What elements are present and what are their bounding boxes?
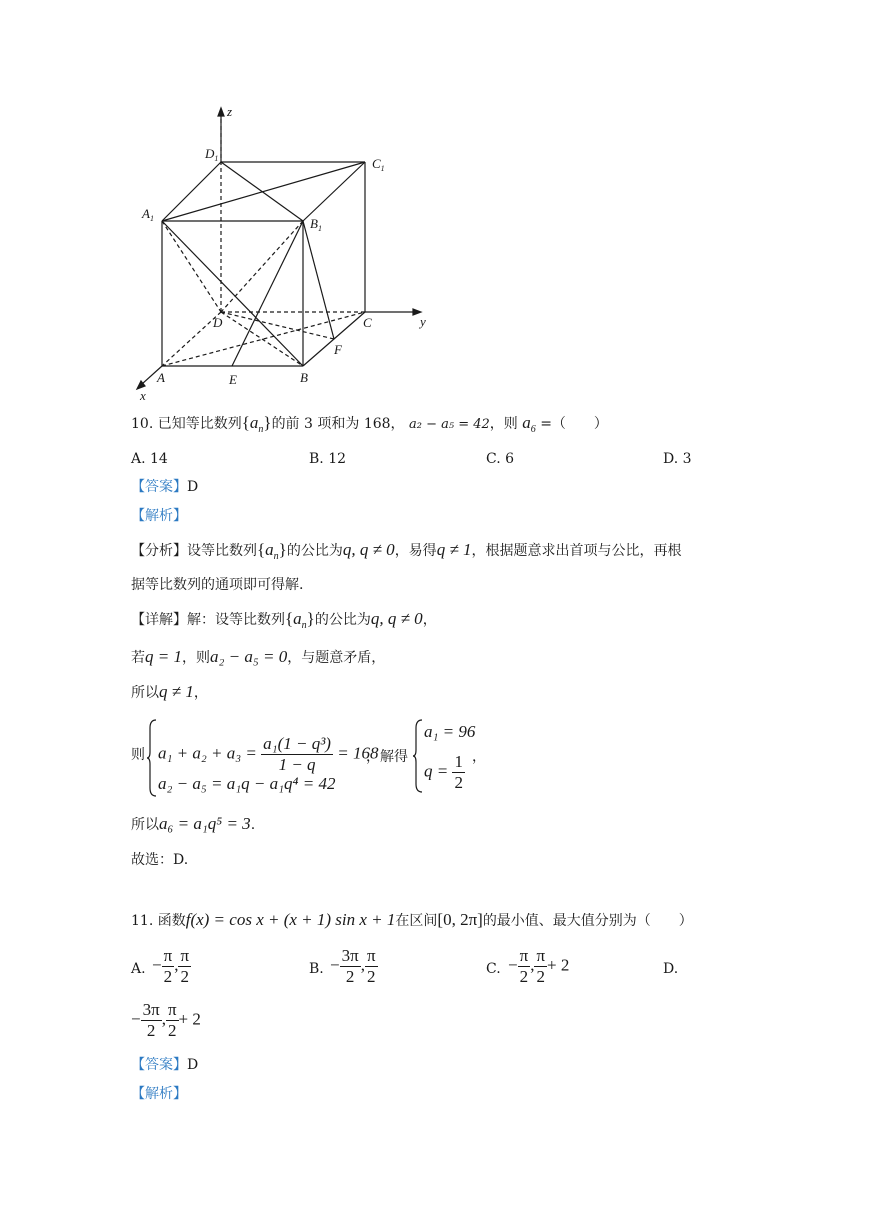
opt-c-n1: π xyxy=(519,946,529,965)
diag-d1b1 xyxy=(221,162,303,221)
detail-1c: ， xyxy=(422,612,437,628)
detail-1a: 解：设等比数列 xyxy=(187,612,285,628)
opt-c-tail: + 2 xyxy=(547,955,570,975)
cube-figure xyxy=(120,100,440,405)
answer-tag-11: 【答案】 xyxy=(131,1057,187,1073)
line-b1f xyxy=(303,221,334,339)
fenxi-tag: 【分析】 xyxy=(131,543,187,559)
q10-detail-line1 xyxy=(131,610,437,635)
fenxi-1d: ，根据题意求出首项与公比，再根 xyxy=(471,543,682,559)
fenxi-1b: 的公比为 xyxy=(286,543,343,559)
q11-opt-a xyxy=(152,946,191,987)
answer-value: D xyxy=(187,479,199,495)
q10-answer xyxy=(131,478,198,496)
q10-option-a: A. 14 xyxy=(131,451,168,467)
opt-d-tail: + 2 xyxy=(178,1009,201,1029)
detail-tag: 【详解】 xyxy=(131,612,187,628)
opt-c-sep: , xyxy=(530,955,535,975)
opt-a-n1: π xyxy=(163,946,173,965)
q10-analysis-tag: 【解析】 xyxy=(131,508,187,524)
opt-a-frac1 xyxy=(162,946,175,987)
if-c: ，与题意矛盾， xyxy=(287,650,386,666)
if-a: 若 xyxy=(131,650,145,666)
q10-so-line xyxy=(131,683,208,702)
q11-opt-b-label: B. xyxy=(309,961,324,977)
opt-b-neg: − xyxy=(330,955,340,975)
opt-a-d2: 2 xyxy=(180,967,189,986)
line-b1d-hidden xyxy=(221,221,303,312)
label-a1: $A_1$ xyxy=(142,206,154,223)
detail-seq-sub: n xyxy=(301,620,307,631)
q10-seq: $\{a_n\}$ xyxy=(241,413,272,435)
q10-choose: 故选：D. xyxy=(131,852,189,868)
q10-text2: 的前 3 项和为 168， xyxy=(271,416,405,432)
sol-q-den: 2 xyxy=(454,773,463,792)
q11-analysis-tag: 【解析】 xyxy=(131,1086,187,1102)
q11-text1: 函数 xyxy=(157,913,186,929)
q10-seq-sub: n xyxy=(258,424,264,435)
label-b1: $B_1$ xyxy=(310,216,322,233)
opt-c-frac2 xyxy=(534,946,547,987)
label-c: C xyxy=(363,315,372,330)
if-b: ，则 xyxy=(181,650,210,666)
sys1-right: = 168 xyxy=(337,743,379,763)
detail-q: q, q ≠ 0 xyxy=(370,609,423,628)
opt-a-frac2 xyxy=(178,946,191,987)
detail-1b: 的公比为 xyxy=(314,612,371,628)
fenxi-seq-a: a xyxy=(265,540,274,559)
line-a1d-hidden xyxy=(162,221,221,312)
q11-stem xyxy=(131,911,693,930)
opt-b-d2: 2 xyxy=(366,967,376,986)
sys-eq2: a₂ − a₅ = a₁q − a₁q⁴ = 42 xyxy=(158,774,336,793)
left-brace-2 xyxy=(412,718,424,794)
fenxi-seq-sub: n xyxy=(273,551,279,562)
q10-condition: a₂ − a₅ = 42 xyxy=(409,417,490,432)
q10-if-line xyxy=(131,648,385,667)
q11-opt-c-label: C. xyxy=(486,961,501,977)
q10-option-b: B. 12 xyxy=(309,451,347,467)
label-a: A xyxy=(157,370,165,385)
label-b: B xyxy=(300,370,308,385)
so-q: q ≠ 1 xyxy=(159,682,194,701)
sys1-fraction xyxy=(261,734,333,775)
detail-seq-a: a xyxy=(293,609,302,628)
opt-c-d1: 2 xyxy=(519,967,529,986)
line-db-hidden xyxy=(221,312,303,366)
label-d: D xyxy=(213,315,223,330)
opt-a-neg: − xyxy=(152,955,162,975)
opt-d-neg: − xyxy=(131,1009,141,1029)
fenxi-q: q, q ≠ 0 xyxy=(342,540,395,559)
result-eq: a₆ = a₁q⁵ = 3 xyxy=(159,814,251,833)
q10-target-sub: 6 xyxy=(530,424,536,435)
fenxi-seq: $\{a_n\}$ xyxy=(257,540,287,562)
q10-text4: =（ ） xyxy=(540,416,608,432)
opt-b-n2: π xyxy=(366,946,376,965)
opt-b-n1: 3π xyxy=(341,946,359,965)
sol-q-num: 1 xyxy=(454,752,463,771)
opt-d-sep: , xyxy=(161,1009,166,1029)
q11-number: 11. xyxy=(131,913,154,929)
opt-a-n2: π xyxy=(180,946,190,965)
label-c1: $C_1$ xyxy=(372,156,385,173)
q11-text3: 的最小值、最大值分别为（ ） xyxy=(482,913,693,929)
q11-interval: [0, 2π] xyxy=(437,910,483,929)
sys-eq1 xyxy=(158,734,378,775)
q10-fenxi-line2: 据等比数列的通项即可得解. xyxy=(131,577,304,593)
q10-fenxi-line1 xyxy=(131,541,682,566)
q10-number: 10. xyxy=(131,416,154,432)
q11-opt-d xyxy=(131,1000,201,1041)
q10-text1: 已知等比数列 xyxy=(157,416,242,432)
answer-tag: 【答案】 xyxy=(131,479,187,495)
opt-d-n1: 3π xyxy=(142,1000,160,1019)
fenxi-1a: 设等比数列 xyxy=(187,543,257,559)
opt-c-d2: 2 xyxy=(536,967,545,986)
q10-stem xyxy=(131,414,608,439)
label-y: y xyxy=(420,314,426,329)
q11-func: f(x) = cos x + (x + 1) sin x + 1 xyxy=(185,910,396,929)
q11-opt-a-label: A. xyxy=(131,961,146,977)
sys-mid: ，解得 xyxy=(366,749,408,765)
if-eq: a₂ − a₅ = 0 xyxy=(209,647,288,666)
opt-c-n2: π xyxy=(536,946,546,965)
q10-option-c: C. 6 xyxy=(486,451,515,467)
opt-b-frac1 xyxy=(340,946,361,987)
opt-a-sep: , xyxy=(174,955,179,975)
sol-q-fraction xyxy=(452,752,465,793)
opt-b-sep: , xyxy=(360,955,365,975)
line-eb1 xyxy=(232,221,303,366)
answer-value-11: D xyxy=(187,1057,199,1073)
opt-d-frac1 xyxy=(141,1000,162,1041)
q10-result xyxy=(131,815,255,834)
so-b: ， xyxy=(193,685,208,701)
sol-a1: a₁ = 96 xyxy=(424,722,476,741)
sol-q xyxy=(424,752,465,793)
if-q: q = 1 xyxy=(145,647,182,666)
opt-b-d1: 2 xyxy=(345,967,355,986)
q11-opt-b xyxy=(330,946,378,987)
opt-d-frac2 xyxy=(166,1000,179,1041)
opt-d-d2: 2 xyxy=(167,1021,177,1040)
so-a: 所以 xyxy=(131,685,159,701)
fenxi-1c: ，易得 xyxy=(394,543,437,559)
opt-c-neg: − xyxy=(508,955,518,975)
q11-text2: 在区间 xyxy=(395,913,438,929)
q11-opt-d-label: D. xyxy=(663,961,679,977)
label-z: z xyxy=(227,104,233,119)
q10-option-d: D. 3 xyxy=(663,451,692,467)
q10-target xyxy=(522,413,536,435)
sys1-left: a₁ + a₂ + a₃ = xyxy=(158,743,257,763)
label-d1: $D_1$ xyxy=(205,146,219,163)
z-arrow xyxy=(218,108,224,116)
q11-answer xyxy=(131,1056,198,1074)
sys1-num: a₁(1 − q³) xyxy=(263,734,331,753)
q10-target-a: a xyxy=(522,413,531,432)
sys-prefix: 则 xyxy=(131,747,145,763)
result-a: 所以 xyxy=(131,817,159,833)
label-e: E xyxy=(229,372,237,387)
opt-c-frac1 xyxy=(518,946,531,987)
opt-a-d1: 2 xyxy=(163,967,173,986)
result-b: . xyxy=(250,817,256,833)
sys1-den: 1 − q xyxy=(278,755,316,774)
q11-opt-c xyxy=(508,946,569,987)
q10-text3: ，则 xyxy=(489,416,518,432)
diag-a1b xyxy=(162,221,303,366)
sys-end: ， xyxy=(472,749,486,765)
label-f: F xyxy=(334,342,342,357)
q10-seq-a: a xyxy=(249,413,259,432)
opt-d-n2: π xyxy=(167,1000,177,1019)
detail-seq: $\{a_n\}$ xyxy=(285,609,315,631)
opt-d-d1: 2 xyxy=(146,1021,156,1040)
label-x: x xyxy=(140,388,146,403)
opt-b-frac2 xyxy=(365,946,378,987)
left-brace xyxy=(146,718,158,798)
sol-q-left: q = xyxy=(424,761,449,781)
fenxi-qne1: q ≠ 1 xyxy=(436,540,472,559)
